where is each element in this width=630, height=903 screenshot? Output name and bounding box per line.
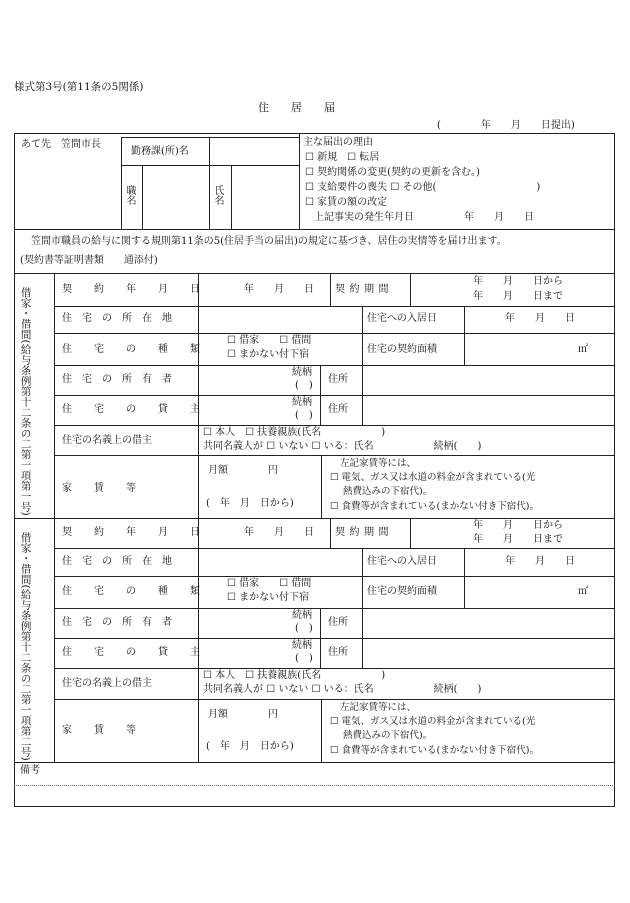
- reasons-line-4[interactable]: ☐ 家賃の額の改定: [305, 197, 388, 208]
- section-2-period-from[interactable]: 年 月 日から: [473, 520, 563, 531]
- section-1-rent-from[interactable]: ( 年 月 日から): [206, 498, 294, 509]
- section-2-contract-period-label: 契約期間: [335, 527, 393, 538]
- section-2-rent-note-2[interactable]: ☐ 電気、ガス又は水道の料金が含まれている(光: [330, 716, 536, 727]
- section-1-rent-label: 家賃等: [62, 483, 158, 494]
- section-1-lessor-relation-label: 続柄: [292, 397, 312, 408]
- section-2-lessor-relation-label: 続柄: [292, 640, 312, 651]
- reasons-heading: 主な届出の理由: [303, 137, 373, 148]
- position-label: 職名: [124, 185, 135, 205]
- section-1-owner-label: 住宅の所有者: [62, 374, 182, 385]
- section-2-owner-relation-paren[interactable]: ( ): [295, 623, 313, 634]
- section-2-rent-note-1: 左記家賃等には、: [340, 702, 417, 713]
- section-2-rent-label: 家賃等: [62, 725, 158, 736]
- section-1-rent-monthly[interactable]: 月額 円: [208, 465, 278, 476]
- declaration-text: 笠間市職員の給与に関する規則第11条の5(住居手当の届出)の規定に基づき、居住の実情等を届け出ます。: [31, 236, 507, 247]
- section-1-lessor-address-field[interactable]: [363, 396, 614, 424]
- section-1-contract-date-value[interactable]: 年 月 日: [244, 284, 314, 295]
- department-label: 勤務課(所)名: [131, 146, 189, 157]
- attachment-note: (契約書等証明書類 通添付): [20, 255, 158, 266]
- section-1-side-label: 借家・借間(給与条例第十二条の二第一項第一号): [19, 287, 32, 516]
- section-1-move-in-value[interactable]: 年 月 日: [505, 313, 575, 324]
- section-1-type-label: 住宅の種類: [62, 344, 222, 355]
- remarks-label: 備考: [20, 765, 40, 776]
- section-2-contract-date-label: 契約年月日: [62, 527, 222, 538]
- section-2-rent-from[interactable]: ( 年 月 日から): [206, 741, 294, 752]
- section-2-owner-address-label: 住所: [328, 617, 348, 628]
- section-2-owner-address-field[interactable]: [363, 609, 614, 637]
- section-1-contract-period-label: 契約期間: [335, 284, 393, 295]
- form-table: [14, 133, 615, 807]
- section-2-rent-note-4[interactable]: ☐ 食費等が含まれている(まかない付き下宿代)。: [330, 745, 539, 756]
- section-1-rent-note-2[interactable]: ☐ 電気、ガス又は水道の料金が含まれている(光: [330, 472, 536, 483]
- section-2-rent-note-3: 熱費込みの下宿代)。: [343, 730, 433, 741]
- section-2-lessor-label: 住宅の貸主: [62, 647, 222, 658]
- section-1-lessor-relation-paren[interactable]: ( ): [295, 410, 313, 421]
- name-label: 氏名: [212, 185, 223, 205]
- section-2-type-options-2[interactable]: ☐ まかない付下宿: [227, 592, 310, 603]
- reasons-occurrence-date[interactable]: 上記事実の発生年月日 年 月 日: [314, 212, 534, 223]
- section-1-location-field[interactable]: [199, 307, 361, 332]
- name-field[interactable]: [232, 166, 298, 228]
- section-1-lessor-address-label: 住所: [328, 404, 348, 415]
- section-2-borrower-line-1[interactable]: ☐ 本人 ☐ 扶養親族(氏名 ): [203, 670, 386, 681]
- section-2-owner-label: 住宅の所有者: [62, 617, 182, 628]
- section-2-lessor-address-field[interactable]: [363, 639, 614, 667]
- reasons-line-2[interactable]: ☐ 契約関係の変更(契約の更新を含む。): [305, 167, 480, 178]
- section-2-owner-relation-label: 続柄: [292, 610, 312, 621]
- addressee: あて先 笠間市長: [21, 139, 101, 150]
- section-1-area-label: 住宅の契約面積: [367, 344, 437, 355]
- section-2-move-in-label: 住宅への入居日: [367, 556, 437, 567]
- section-2-location-label: 住宅の所在地: [62, 556, 182, 567]
- section-1-borrower-label: 住宅の名義上の借主: [62, 435, 152, 446]
- section-1-period-from[interactable]: 年 月 日から: [473, 276, 563, 287]
- section-1-borrower-line-2[interactable]: 共同名義人が ☐ いない ☐ いる：氏名 続柄( ): [203, 441, 482, 452]
- section-2-rent-monthly[interactable]: 月額 円: [208, 709, 278, 720]
- section-2-borrower-line-2[interactable]: 共同名義人が ☐ いない ☐ いる：氏名 続柄( ): [203, 684, 482, 695]
- section-1-rent-note-1: 左記家賃等には、: [340, 458, 417, 469]
- section-2-move-in-value[interactable]: 年 月 日: [505, 556, 575, 567]
- section-1-borrower-line-1[interactable]: ☐ 本人 ☐ 扶養親族(氏名 ): [203, 427, 386, 438]
- section-2-type-options-1[interactable]: ☐ 借家 ☐ 借間: [227, 578, 312, 589]
- section-2-area-label: 住宅の契約面積: [367, 586, 437, 597]
- section-1-rent-note-4[interactable]: ☐ 食費等が含まれている(まかない付き下宿代)。: [330, 501, 539, 512]
- section-2-period-to[interactable]: 年 月 日まで: [473, 534, 563, 545]
- section-1-area-unit: ㎡: [578, 344, 588, 355]
- section-1-period-to[interactable]: 年 月 日まで: [473, 291, 563, 302]
- section-1-owner-relation-paren[interactable]: ( ): [295, 380, 313, 391]
- section-2-type-label: 住宅の種類: [62, 586, 222, 597]
- section-1-rent-note-3: 熱費込みの下宿代)。: [343, 486, 433, 497]
- section-2-side-label: 借家・借間(給与条例第十二条の二第一項第二号): [19, 532, 32, 761]
- reasons-line-1[interactable]: ☐ 新規 ☐ 転居: [305, 152, 380, 163]
- submission-date: ( 年 月 日提出): [437, 120, 575, 131]
- section-1-type-options-1[interactable]: ☐ 借家 ☐ 借間: [227, 335, 312, 346]
- form-number: 様式第3号(第11条の5関係): [14, 81, 144, 93]
- section-1-move-in-label: 住宅への入居日: [367, 313, 437, 324]
- section-2-lessor-relation-paren[interactable]: ( ): [295, 653, 313, 664]
- section-2-contract-date-value[interactable]: 年 月 日: [244, 527, 314, 538]
- section-1-owner-relation-label: 続柄: [292, 367, 312, 378]
- position-field[interactable]: [143, 166, 208, 228]
- remarks-field[interactable]: [16, 776, 614, 806]
- section-1-contract-date-label: 契約年月日: [62, 284, 222, 295]
- reasons-line-3[interactable]: ☐ 支給要件の喪失 ☐ その他( ): [305, 182, 541, 193]
- section-2-area-unit: ㎡: [578, 586, 588, 597]
- section-2-borrower-label: 住宅の名義上の借主: [62, 678, 152, 689]
- section-1-type-options-2[interactable]: ☐ まかない付下宿: [227, 349, 310, 360]
- form-title: 住 居 届: [258, 101, 335, 114]
- section-1-owner-address-field[interactable]: [363, 366, 614, 394]
- section-1-owner-address-label: 住所: [328, 374, 348, 385]
- section-2-lessor-address-label: 住所: [328, 647, 348, 658]
- section-2-location-field[interactable]: [199, 549, 361, 575]
- section-1-location-label: 住宅の所在地: [62, 313, 182, 324]
- department-field[interactable]: [210, 141, 298, 163]
- section-1-lessor-label: 住宅の貸主: [62, 404, 222, 415]
